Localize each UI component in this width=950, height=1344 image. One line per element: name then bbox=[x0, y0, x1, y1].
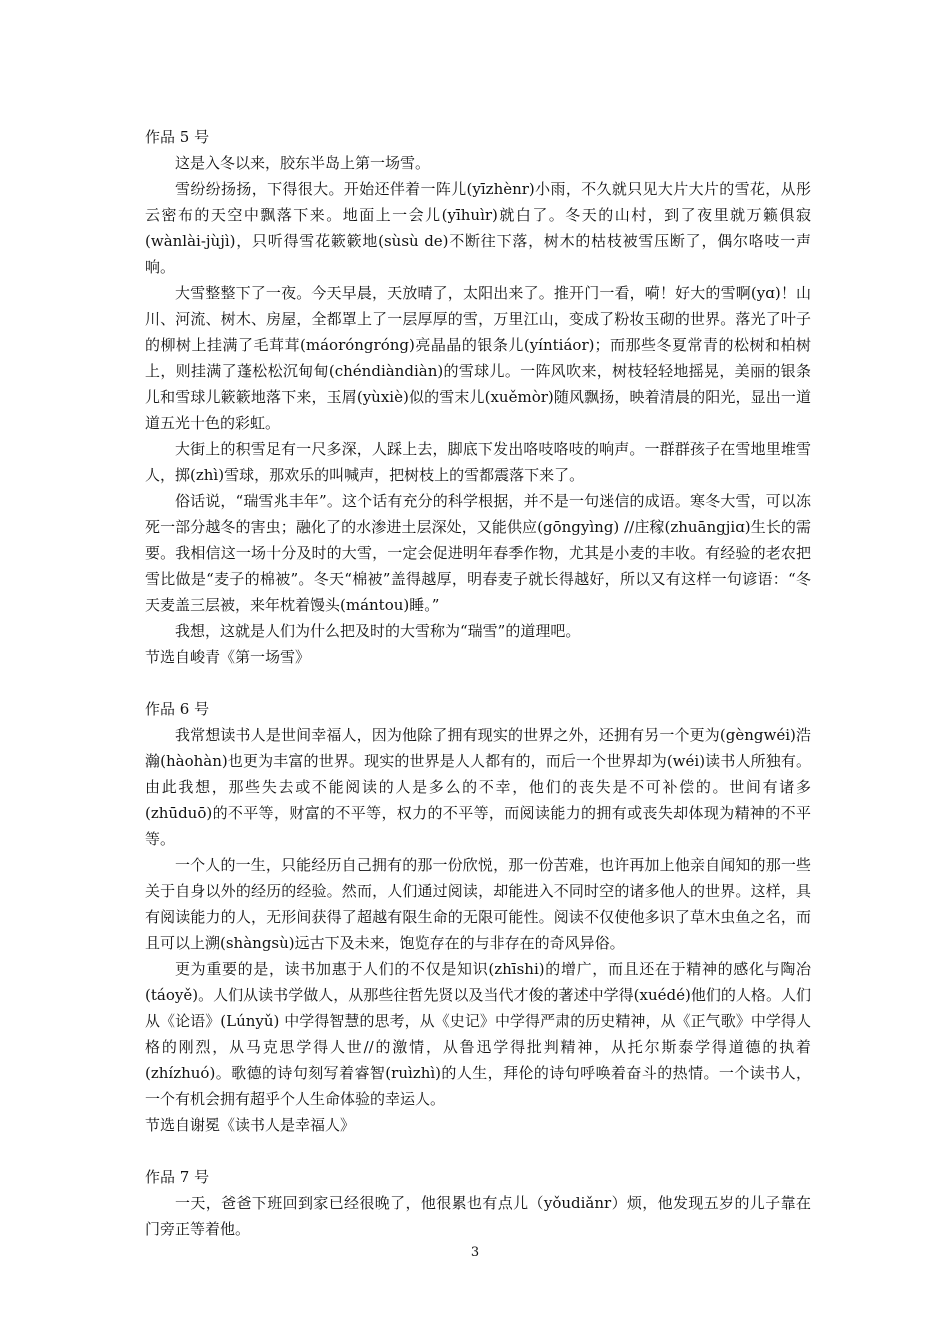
work-7-section bbox=[145, 1164, 811, 1242]
work-6-paragraph: 一个人的一生，只能经历自己拥有的那一份欣悦，那一份苦难，也许再加上他亲自闻知的那一些关于自身以外的经历的经验。然而，人们通过阅读，却能进入不同时空的诸多他人的世界。这样，具有阅读能力的人，无形间获得了超越有限生命的无限可能性。阅读不仅使他多识了草木虫鱼之名，而且可以上溯(shàngsù)远古下及未来，饱览存在的与非存在的奇风异俗。 bbox=[145, 856, 811, 952]
work-5-paragraph: 这是入冬以来，胶东半岛上第一场雪。 bbox=[175, 154, 431, 172]
work-7-heading: 作品 7 号 bbox=[145, 1168, 210, 1186]
work-6-section bbox=[145, 696, 811, 1138]
work-7-paragraph: 一天，爸爸下班回到家已经很晚了，他很累也有点儿（yǒudiǎnr）烦，他发现五岁的儿子靠在门旁正等着他。 bbox=[145, 1194, 811, 1238]
section-spacer bbox=[145, 670, 811, 696]
document-body bbox=[145, 124, 811, 1242]
work-5-paragraph: 雪纷纷扬扬，下得很大。开始还伴着一阵儿(yīzhènr)小雨，不久就只见大片大片的雪花，从彤云密布的天空中飘落下来。地面上一会儿(yīhuìr)就白了。冬天的山村，到了夜里就万籁俱寂(wànlài-jùjì)，只听得雪花簌簌地(sùsù de)不断往下落，树木的枯枝被雪压断了，偶尔咯吱一声响。 bbox=[145, 180, 811, 276]
work-6-source: 节选自谢冕《读书人是幸福人》 bbox=[145, 1116, 356, 1134]
section-spacer bbox=[145, 1138, 811, 1164]
work-5-paragraph: 我想，这就是人们为什么把及时的大雪称为“瑞雪”的道理吧。 bbox=[175, 622, 581, 640]
work-5-paragraph: 俗话说，“瑞雪兆丰年”。这个话有充分的科学根据，并不是一句迷信的成语。寒冬大雪，可以冻死一部分越冬的害虫；融化了的水渗进土层深处，又能供应(gōngyìng) //庄稼(zhuāngjiɑ)生长的需要。我相信这一场十分及时的大雪，一定会促进明年春季作物，尤其是小麦的丰收。有经验的老农把雪比做是“麦子的棉被”。冬天“棉被”盖得越厚，明春麦子就长得越好，所以又有这样一句谚语：“冬天麦盖三层被，来年枕着馒头(mántou)睡。” bbox=[145, 492, 811, 614]
work-5-paragraph: 大街上的积雪足有一尺多深，人踩上去，脚底下发出咯吱咯吱的响声。一群群孩子在雪地里堆雪人，掷(zhì)雪球，那欢乐的叫喊声，把树枝上的雪都震落下来了。 bbox=[145, 440, 811, 484]
work-6-heading: 作品 6 号 bbox=[145, 700, 210, 718]
work-5-section bbox=[145, 124, 811, 670]
work-6-paragraph: 我常想读书人是世间幸福人，因为他除了拥有现实的世界之外，还拥有另一个更为(gèngwéi)浩瀚(hàohàn)也更为丰富的世界。现实的世界是人人都有的，而后一个世界却为(wéi)读书人所独有。由此我想，那些失去或不能阅读的人是多么的不幸，他们的丧失是不可补偿的。世间有诸多(zhūduō)的不平等，财富的不平等，权力的不平等，而阅读能力的拥有或丧失却体现为精神的不平等。 bbox=[145, 726, 811, 848]
work-5-source: 节选自峻青《第一场雪》 bbox=[145, 648, 311, 666]
work-6-paragraph: 更为重要的是，读书加惠于人们的不仅是知识(zhīshi)的增广，而且还在于精神的感化与陶冶(táoyě)。人们从读书学做人，从那些往哲先贤以及当代才俊的著述中学得(xuédé)他们的人格。人们从《论语》(Lúnyǔ) 中学得智慧的思考，从《史记》中学得严肃的历史精神，从《正气歌》中学得人格的刚烈，从马克思学得人世//的激情，从鲁迅学得批判精神，从托尔斯泰学得道德的执着(zhízhuó)。歌德的诗句刻写着睿智(ruìzhì)的人生，拜伦的诗句呼唤着奋斗的热情。一个读书人，一个有机会拥有超乎个人生命体验的幸运人。 bbox=[145, 960, 811, 1108]
work-5-paragraph: 大雪整整下了一夜。今天早晨，天放晴了，太阳出来了。推开门一看，嗬！好大的雪啊(yɑ)！山川、河流、树木、房屋，全都罩上了一层厚厚的雪，万里江山，变成了粉妆玉砌的世界。落光了叶子的柳树上挂满了毛茸茸(máoróngróng)亮晶晶的银条儿(yíntiáor)；而那些冬夏常青的松树和柏树上，则挂满了蓬松松沉甸甸(chéndiàndiàn)的雪球儿。一阵风吹来，树枝轻轻地摇晃，美丽的银条儿和雪球儿簌簌地落下来，玉屑(yùxiè)似的雪末儿(xuěmòr)随风飘扬，映着清晨的阳光，显出一道道五光十色的彩虹。 bbox=[145, 284, 811, 432]
work-5-heading: 作品 5 号 bbox=[145, 128, 210, 146]
page-number: 3 bbox=[470, 1245, 480, 1260]
